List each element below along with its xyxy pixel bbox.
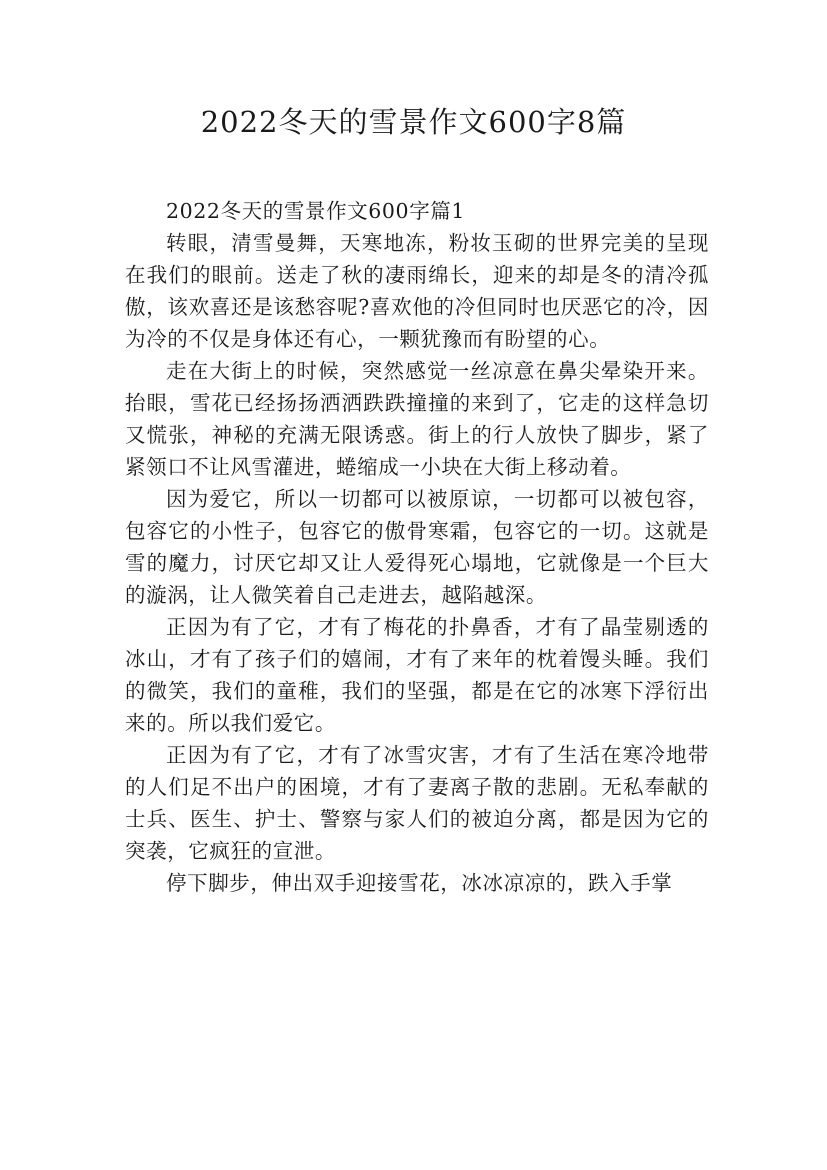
document-body (125, 195, 709, 899)
paragraph-2: 走在大街上的时候，突然感觉一丝凉意在鼻尖晕染开来。抬眼，雪花已经扬扬洒洒跌跌撞撞的来到了，它走的这样急切又慌张，神秘的充满无限诱惑。街上的行人放快了脚步，紧了紧领口不让风雪灌进，蜷缩成一小块在大街上移动着。 (125, 359, 709, 479)
paragraph-4: 正因为有了它，才有了梅花的扑鼻香，才有了晶莹剔透的冰山，才有了孩子们的嬉闹，才有了来年的枕着馒头睡。我们的微笑，我们的童稚，我们的坚强，都是在它的冰寒下浮衍出来的。所以我们爱它。 (125, 615, 709, 735)
paragraph-6: 停下脚步，伸出双手迎接雪花，冰冰凉凉的，跌入手掌 (166, 871, 673, 895)
paragraph-1: 转眼，清雪曼舞，天寒地冻，粉妆玉砌的世界完美的呈现在我们的眼前。送走了秋的凄雨绵长，迎来的却是冬的清冷孤傲，该欢喜还是该愁容呢?喜欢他的冷但同时也厌恶它的冷，因为冷的不仅是身体还有心，一颗犹豫而有盼望的心。 (125, 231, 709, 351)
section-heading: 2022冬天的雪景作文600字篇1 (166, 199, 466, 223)
paragraph-5: 正因为有了它，才有了冰雪灾害，才有了生活在寒冷地带的人们足不出户的困境，才有了妻离子散的悲剧。无私奉献的士兵、医生、护士、警察与家人们的被迫分离，都是因为它的突袭，它疯狂的宣泄。 (125, 743, 709, 863)
document-title: 2022冬天的雪景作文600字8篇 (200, 105, 627, 139)
paragraph-3: 因为爱它，所以一切都可以被原谅，一切都可以被包容，包容它的小性子，包容它的傲骨寒霜，包容它的一切。这就是雪的魔力，讨厌它却又让人爱得死心塌地，它就像是一个巨大的漩涡，让人微笑着自己走进去，越陷越深。 (125, 487, 709, 607)
